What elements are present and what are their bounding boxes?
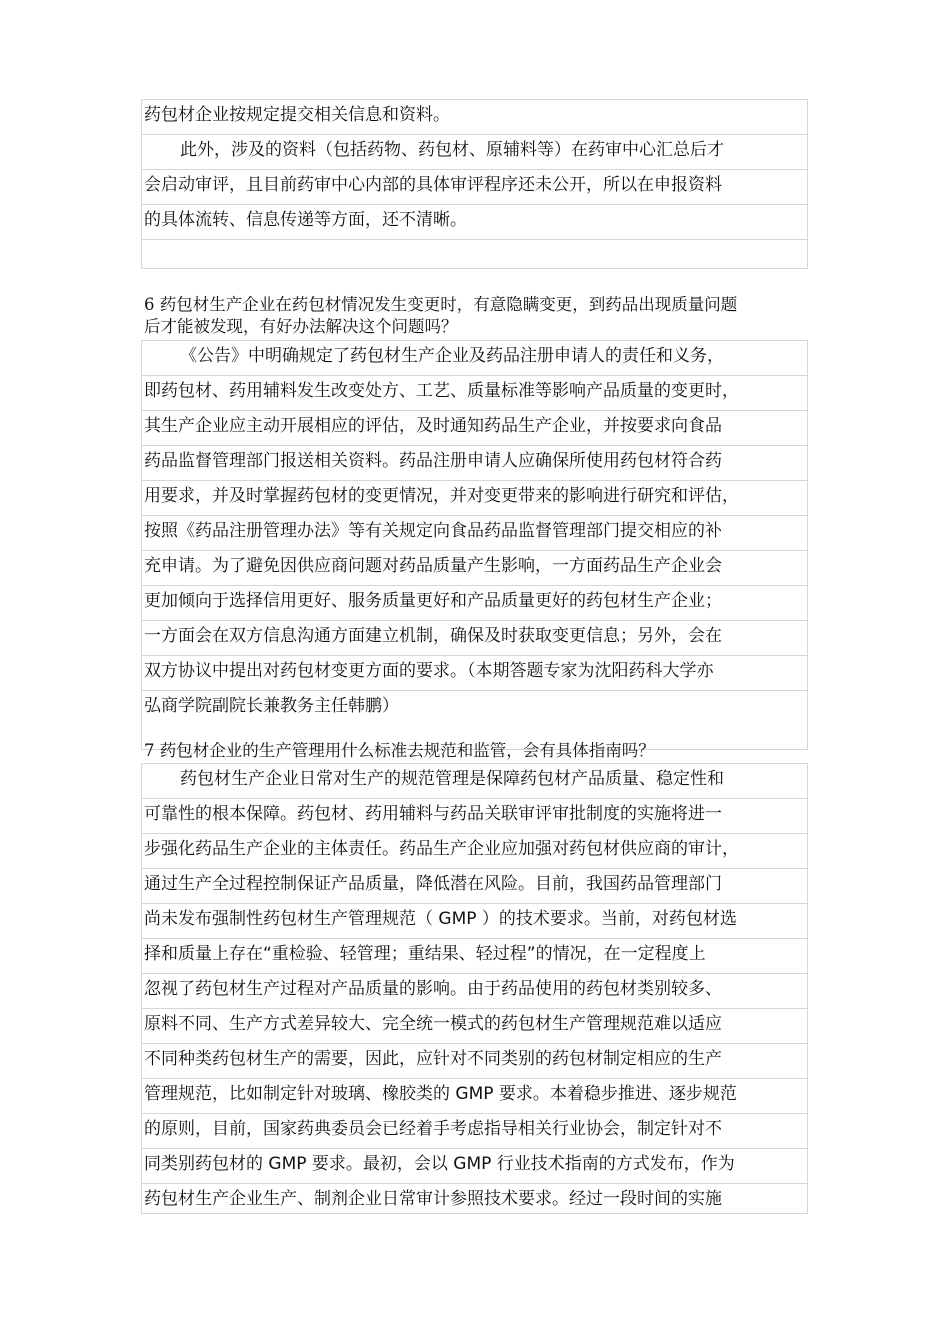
question-6 bbox=[144, 294, 814, 338]
text-line: 不同种类药包材生产的需要，因此，应针对不同类别的药包材制定相应的生产 bbox=[141, 1043, 808, 1074]
question-6-line-1: 6 药包材生产企业在药包材情况发生变更时，有意隐瞒变更，到药品出现质量问题 bbox=[144, 295, 738, 314]
text-line: 步强化药品生产企业的主体责任。药品生产企业应加强对药包材供应商的审计， bbox=[141, 833, 808, 864]
text-line: 择和质量上存在“重检验、轻管理；重结果、轻过程”的情况，在一定程度上 bbox=[141, 938, 808, 969]
empty-line bbox=[141, 239, 808, 269]
text-line: 原料不同、生产方式差异较大、完全统一模式的药包材生产管理规范难以适应 bbox=[141, 1008, 808, 1039]
question-7-line: 7 药包材企业的生产管理用什么标准去规范和监管，会有具体指南吗？ bbox=[144, 741, 655, 760]
text-line: 管理规范，比如制定针对玻璃、橡胶类的 GMP 要求。本着稳步推进、逐步规范 bbox=[141, 1078, 808, 1109]
intro-text-block bbox=[141, 99, 808, 269]
text-line: 忽视了药包材生产过程对产品质量的影响。由于药品使用的药包材类别较多、 bbox=[141, 973, 808, 1004]
text-line: 按照《药品注册管理办法》等有关规定向食品药品监督管理部门提交相应的补 bbox=[141, 515, 808, 546]
text-line: 双方协议中提出对药包材变更方面的要求。（本期答题专家为沈阳药科大学亦 bbox=[141, 655, 808, 686]
text-line: 充申请。为了避免因供应商问题对药品质量产生影响，一方面药品生产企业会 bbox=[141, 550, 808, 581]
text-line: 弘商学院副院长兼教务主任韩鹏） bbox=[141, 690, 808, 750]
text-line: 药包材企业按规定提交相关信息和资料。 bbox=[141, 99, 808, 130]
text-line: 药包材生产企业日常对生产的规范管理是保障药包材产品质量、稳定性和 bbox=[141, 763, 808, 794]
text-line: 一方面会在双方信息沟通方面建立机制，确保及时获取变更信息；另外，会在 bbox=[141, 620, 808, 651]
text-line: 《公告》中明确规定了药包材生产企业及药品注册申请人的责任和义务， bbox=[141, 340, 808, 371]
question-7 bbox=[144, 740, 814, 762]
text-line: 可靠性的根本保障。药包材、药用辅料与药品关联审评审批制度的实施将进一 bbox=[141, 798, 808, 829]
text-line: 通过生产全过程控制保证产品质量，降低潜在风险。目前，我国药品管理部门 bbox=[141, 868, 808, 899]
text-line: 的原则，目前，国家药典委员会已经着手考虑指导相关行业协会，制定针对不 bbox=[141, 1113, 808, 1144]
text-line: 其生产企业应主动开展相应的评估，及时通知药品生产企业，并按要求向食品 bbox=[141, 410, 808, 441]
answer-7-block bbox=[141, 763, 808, 1214]
question-6-line-2: 后才能被发现，有好办法解决这个问题吗？ bbox=[144, 317, 458, 336]
text-line: 药品监督管理部门报送相关资料。药品注册申请人应确保所使用药包材符合药 bbox=[141, 445, 808, 476]
text-line: 更加倾向于选择信用更好、服务质量更好和产品质量更好的药包材生产企业； bbox=[141, 585, 808, 616]
text-line: 会启动审评，且目前药审中心内部的具体审评程序还未公开，所以在申报资料 bbox=[141, 169, 808, 200]
text-line: 用要求，并及时掌握药包材的变更情况，并对变更带来的影响进行研究和评估， bbox=[141, 480, 808, 511]
answer-6-block bbox=[141, 340, 808, 750]
text-line: 同类别药包材的 GMP 要求。最初，会以 GMP 行业技术指南的方式发布，作为 bbox=[141, 1148, 808, 1179]
text-line: 的具体流转、信息传递等方面，还不清晰。 bbox=[141, 204, 808, 235]
text-line: 尚未发布强制性药包材生产管理规范（ GMP ）的技术要求。当前，对药包材选 bbox=[141, 903, 808, 934]
text-line: 药包材生产企业生产、制剂企业日常审计参照技术要求。经过一段时间的实施 bbox=[141, 1183, 808, 1214]
text-line: 此外，涉及的资料（包括药物、药包材、原辅料等）在药审中心汇总后才 bbox=[141, 134, 808, 165]
text-line: 即药包材、药用辅料发生改变处方、工艺、质量标准等影响产品质量的变更时， bbox=[141, 375, 808, 406]
